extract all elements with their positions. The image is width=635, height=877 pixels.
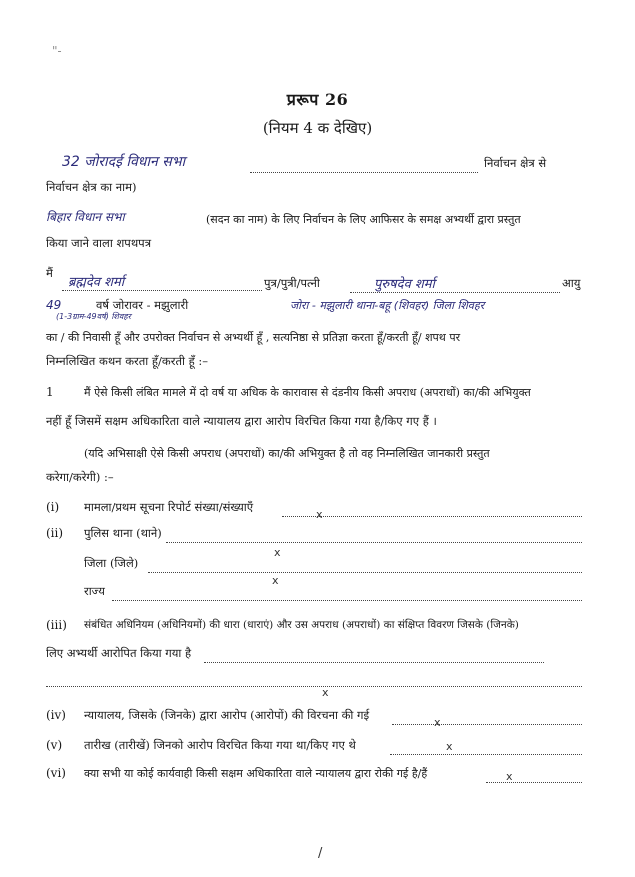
age-label: आयु <box>562 276 581 290</box>
item-8-dots <box>486 768 582 783</box>
item-3-dots <box>148 558 582 573</box>
item-4-mark: x <box>272 574 279 587</box>
deponent-text-1: का / की निवासी हूँ और उपरोक्त निर्वाचन से अभ्यर्थी हूँ , सत्यनिष्ठा से प्रतिज्ञा करता हूँ/करती हूँ/ शपथ पर <box>46 331 461 344</box>
item-2-number: (ii) <box>46 526 64 540</box>
relation-label: पुत्र/पुत्री/पत्नी <box>264 276 320 290</box>
item-8-number: (vi) <box>46 766 66 780</box>
deponent-name: ब्रह्मदेव शर्मा <box>68 275 125 290</box>
item-4-dots <box>112 586 582 601</box>
form-subtitle: (नियम 4 क देखिए) <box>262 119 373 137</box>
item-3-mark: x <box>274 546 281 559</box>
item-3-label: जिला (जिले) <box>84 556 139 570</box>
item-5-label: संबंधित अधिनियम (अधिनियमों) की धारा (धाराएं) और उस अपराध (अपराधों) का संक्षिप्त विवरण जिसके (जिनके) <box>84 619 519 631</box>
constituency-label: निर्वाचन क्षेत्र से <box>484 156 547 170</box>
item-5-number: (iii) <box>46 618 67 632</box>
item-6-label: न्यायालय, जिसके (जिनके) द्वारा आरोप (आरोपों) की विरचना की गई <box>84 708 370 722</box>
item-2-label: पुलिस थाना (थाने) <box>84 526 162 540</box>
item-4-label: राज्य <box>84 584 105 598</box>
item-2-dots <box>166 528 582 543</box>
item-1-mark: x <box>316 508 323 521</box>
item-5-dots <box>204 648 544 663</box>
scan-artifact: "- <box>52 44 62 58</box>
father-name: पुरुषदेव शर्मा <box>374 277 435 292</box>
year-label: वर्ष जोरावर - मझुलारी <box>96 298 189 312</box>
item-1-label: मामला/प्रथम सूचना रिपोर्ट संख्या/संख्याएँ <box>84 500 254 514</box>
deponent-prefix: मैं <box>46 266 53 280</box>
para-1-cond-2: करेगा/करेगी) :– <box>46 470 114 484</box>
deponent-text-2: निम्नलिखित कथन करता हूँ/करती हूँ :– <box>46 354 209 368</box>
item-1-dots <box>282 502 582 517</box>
item-7-label: तारीख (तारीखें) जिनको आरोप विरचित किया गया था/किए गए थे <box>84 738 356 752</box>
para-1-number: 1 <box>46 385 54 399</box>
para-1-line-1: मैं ऐसे किसी लंबित मामले में दो वर्ष या अधिक के कारावास से दंडनीय किसी अपराध (अपराधों) का/की अभियुक्त <box>84 386 531 399</box>
item-5-dots-2 <box>46 672 582 687</box>
item-6-mark: x <box>434 716 441 729</box>
father-name-dots <box>350 278 560 293</box>
constituency-note: निर्वाचन क्षेत्र का नाम) <box>46 180 137 194</box>
form-title: प्ररूप 26 <box>286 90 349 109</box>
address-note: (1-3ग्राम-49वर्ष) शिवहर <box>56 312 131 321</box>
address-handwritten: जोरा - मझुलारी थाना-बहू (शिवहर) जिला शिवहर <box>290 299 485 312</box>
deponent-name-dots <box>62 276 262 291</box>
item-7-dots <box>390 740 582 755</box>
item-8-mark: x <box>506 770 513 783</box>
item-6-dots <box>392 710 582 725</box>
house-text: (सदन का नाम) के लिए निर्वाचन के लिए आफिसर के समक्ष अभ्यर्थी द्वारा प्रस्तुत <box>206 213 521 226</box>
footer-mark: / <box>318 846 323 861</box>
item-5-mark: x <box>322 686 329 699</box>
age-value: 49 <box>46 298 62 312</box>
constituency-handwritten: 32 जोरादई विधान सभा <box>62 154 186 170</box>
house-handwritten: बिहार विधान सभा <box>46 210 125 224</box>
item-6-number: (iv) <box>46 708 66 722</box>
para-1-line-2: नहीं हूँ जिसमें सक्षम अधिकारिता वाले न्यायालय द्वारा आरोप विरचित किया गया है/किए गए हैं । <box>46 414 437 428</box>
item-8-label: क्या सभी या कोई कार्यवाही किसी सक्षम अधिकारिता वाले न्यायालय द्वारा रोकी गई है/हैं <box>84 767 428 780</box>
item-7-number: (v) <box>46 738 63 752</box>
item-5-label-2: लिए अभ्यर्थी आरोपित किया गया है <box>46 646 192 660</box>
para-1-cond-1: (यदि अभिसाक्षी ऐसे किसी अपराध (अपराधों) का/की अभियुक्त है तो वह निम्नलिखित जानकारी प्रस्तुत <box>84 447 490 460</box>
item-7-mark: x <box>446 740 453 753</box>
item-1-number: (i) <box>46 500 60 514</box>
house-text-2: किया जाने वाला शपथपत्र <box>46 236 152 250</box>
constituency-dots <box>250 158 478 173</box>
